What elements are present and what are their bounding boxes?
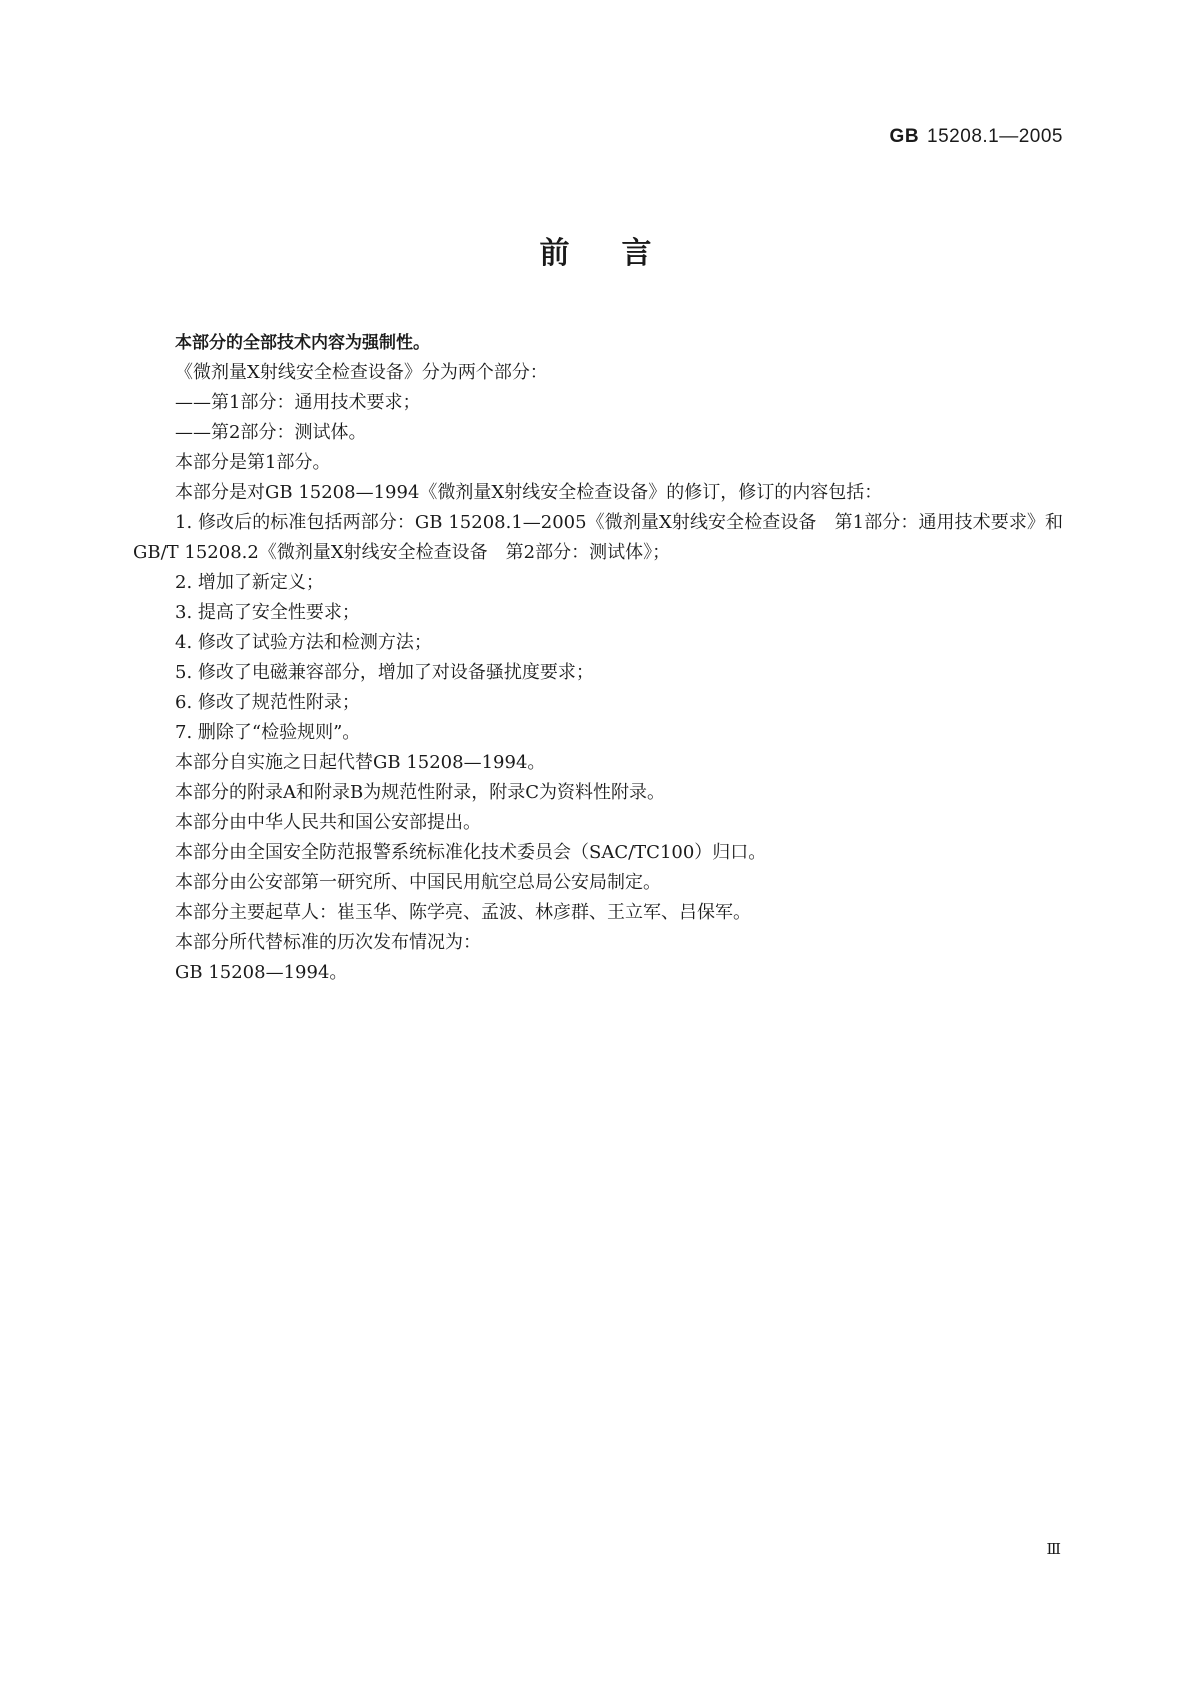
revision-item: 3. 提高了安全性要求； bbox=[175, 602, 360, 623]
standard-code bbox=[890, 126, 1063, 148]
standard-prefix: GB bbox=[889, 126, 920, 147]
paragraph: 本部分由全国安全防范报警系统标准化技术委员会（SAC/TC100）归口。 bbox=[175, 842, 767, 863]
revision-item: 6. 修改了规范性附录； bbox=[175, 692, 360, 713]
paragraph: 本部分由中华人民共和国公安部提出。 bbox=[175, 812, 481, 833]
foreword-body bbox=[133, 328, 1063, 988]
revision-item: 5. 修改了电磁兼容部分，增加了对设备骚扰度要求； bbox=[175, 662, 594, 683]
list-item: ——第2部分：测试体。 bbox=[175, 422, 367, 443]
paragraph: 本部分是对GB 15208—1994《微剂量X射线安全检查设备》的修订，修订的内容包括： bbox=[175, 482, 883, 503]
page-title: 前言 bbox=[539, 236, 704, 271]
revision-item: 4. 修改了试验方法和检测方法； bbox=[175, 632, 432, 653]
paragraph: GB 15208—1994。 bbox=[175, 962, 348, 983]
paragraph: 本部分是第1部分。 bbox=[175, 452, 331, 473]
paragraph: 本部分的附录A和附录B为规范性附录，附录C为资料性附录。 bbox=[175, 782, 665, 803]
list-item: ——第1部分：通用技术要求； bbox=[175, 392, 421, 413]
paragraph: 《微剂量X射线安全检查设备》分为两个部分： bbox=[175, 362, 548, 383]
standard-number: 15208.1—2005 bbox=[927, 126, 1063, 147]
paragraph-mandatory-statement: 本部分的全部技术内容为强制性。 bbox=[175, 333, 430, 353]
paragraph: 本部分由公安部第一研究所、中国民用航空总局公安局制定。 bbox=[175, 872, 661, 893]
revision-item: 1. 修改后的标准包括两部分：GB 15208.1—2005《微剂量X射线安全检查设备 第1部分：通用技术要求》和GB/T 15208.2《微剂量X射线安全检查设备 第2部分：测试体》； bbox=[133, 512, 1063, 563]
page-number: Ⅲ bbox=[1046, 1542, 1061, 1558]
paragraph: 本部分主要起草人：崔玉华、陈学亮、孟波、林彦群、王立军、吕保军。 bbox=[175, 902, 751, 923]
revision-item: 2. 增加了新定义； bbox=[175, 572, 324, 593]
paragraph: 本部分所代替标准的历次发布情况为： bbox=[175, 932, 481, 953]
revision-item: 7. 删除了“检验规则”。 bbox=[175, 722, 361, 743]
paragraph: 本部分自实施之日起代替GB 15208—1994。 bbox=[175, 752, 546, 773]
